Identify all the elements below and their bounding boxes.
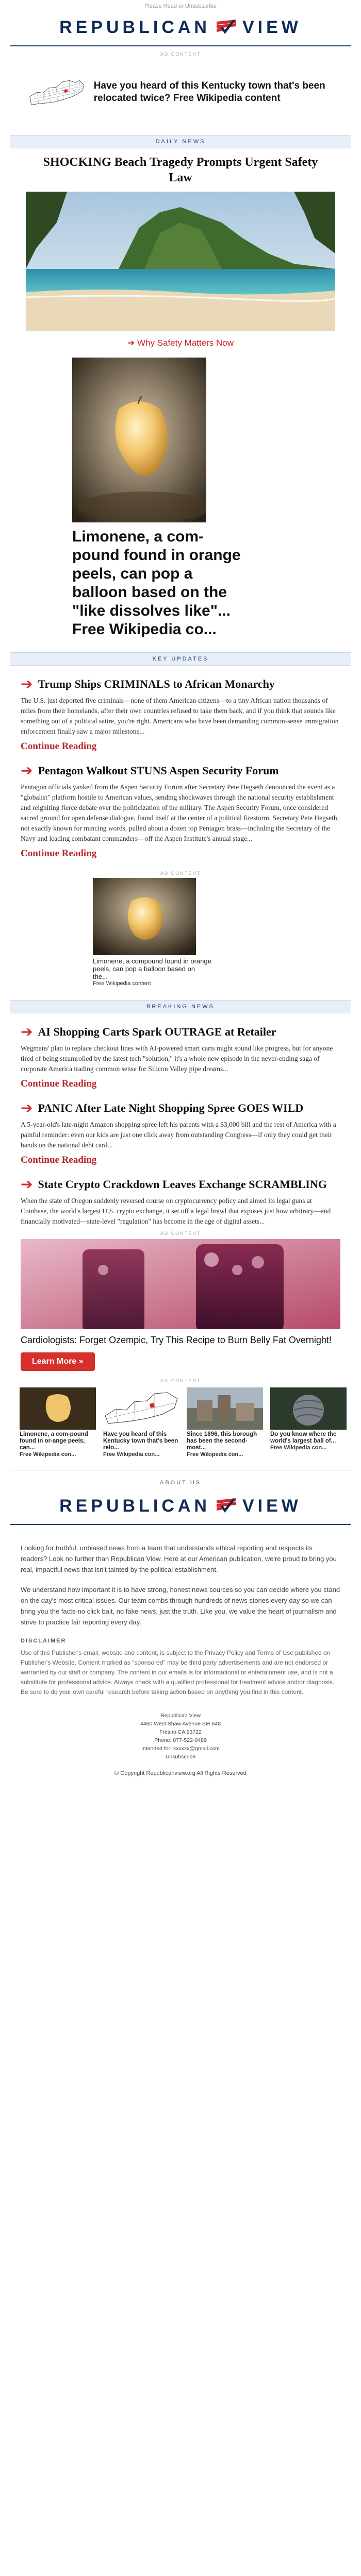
- red-arrow-icon: ➔: [21, 762, 33, 779]
- continue-reading-link[interactable]: Continue Reading: [21, 1155, 97, 1165]
- article-title[interactable]: Pentagon Walkout STUNS Aspen Security Forum: [38, 764, 279, 777]
- grid-ad-source: Free Wikipedia con...: [187, 1451, 243, 1458]
- masthead-logo[interactable]: [0, 14, 361, 40]
- article-header: [21, 1177, 340, 1192]
- footer-address: [0, 1711, 361, 1761]
- red-arrow-icon: ➔: [21, 1176, 33, 1193]
- article-body: A 5-year-old's late-night Amazon shopping spree left his parents with a $3,000 bill and the rest of America with a painful reminder: even our kids are just one click away from outstanding Congress—if only they could get their hands on the national debt card...: [21, 1121, 336, 1149]
- copyright-text: © Copyright Republicanview.org All Rights Reserved: [114, 1770, 247, 1776]
- article-title[interactable]: PANIC After Late Night Shopping Spree GOES WILD: [38, 1101, 304, 1114]
- read-or-unsubscribe-note[interactable]: Please Read or Unsubscribe: [144, 3, 217, 9]
- article-body: Pentagon officials yanked from the Aspen Security Forum after Secretary Pete Hegseth denounced the event as a "globalist" platform hostile to American values, sending shockwaves through the national security establishment and reigniting fierce debate over the politicization of the military. The Aspen Security Forum, once considered sacred ground for open defense dialogue, found itself at the center of a political firestorm. Secretary Pete Hegseth, not exactly known for mincing words, pulled about a dozen top Pentagon brass—including the Secretary of the Navy and leading combatant commanders—off the Aspen Institute's annual stage...: [21, 783, 339, 842]
- limonene-ad-headline[interactable]: Limonene, a com-pound found in orange peels, can pop a balloon based on the "like dissolves like"... Free Wikipedia co...: [72, 528, 241, 638]
- article-body: When the state of Oregon suddenly reversed course on cryptocurrency policy and aimed its legal guns at Coinbase, the world's largest U.S. crypto exchange, it set off a legal brawl that exposes just how arbitrary—and financially motivated—state-level "regulation" has become in the age of digital assets...: [21, 1197, 331, 1225]
- article-header: [21, 764, 340, 778]
- flag-checkmark-icon: [216, 1497, 237, 1515]
- grid-ad-source: Free Wikipedia con...: [270, 1445, 327, 1451]
- ad-content-label: AD CONTENT: [160, 1231, 201, 1236]
- grid-ad-text[interactable]: Since 1896, this borough has been the second-most...: [187, 1431, 257, 1451]
- disclaimer-text: Use of this Publisher's email, website and content, is subject to the Privacy Policy and Terms of Use published on Publisher's Website. Content marked as "sponsored" may be third party advertisements and are not endorsed or warranted by our staff or company. The content in our emails is for informational or entertainment use, and is not a substitute for professional advice. Always check with a qualified professional for treatment advice and/or diagnosis. Be sure to do your own careful research before taking action based on anything you find in this content.: [21, 1649, 335, 1696]
- footer-street: 4460 West Shaw Avenue Ste 648: [140, 1721, 221, 1727]
- grid-ad-image[interactable]: [270, 1387, 347, 1430]
- ad-content-label: AD CONTENT: [160, 52, 201, 57]
- grid-ad-limonene[interactable]: [20, 1387, 96, 1458]
- grid-ad-image[interactable]: [103, 1387, 179, 1430]
- grid-ad-image[interactable]: [187, 1387, 263, 1430]
- key-updates-band: KEY UPDATES: [10, 652, 351, 666]
- continue-reading-link[interactable]: Continue Reading: [21, 741, 97, 752]
- kentucky-ad-headline[interactable]: Have you heard of this Kentucky town that's been relocated twice? Free Wikipedia content: [93, 80, 325, 104]
- about-paragraph-2: We understand how important it is to have strong, honest news sources so you can decide where you stand on the day's most critical issues. Our team combs through hundreds of news stories every day so we can bring you the facts-no click bait, no fake news, just the truth. Like you, we value the heart of journalism and strive to practice fair reporting every day.: [21, 1586, 340, 1626]
- grid-ad-ball[interactable]: [270, 1387, 347, 1458]
- article-header: [21, 1101, 340, 1115]
- article-pentagon-walkout: [0, 764, 361, 859]
- flag-checkmark-icon: [216, 19, 237, 36]
- article-trump-ships: [0, 677, 361, 752]
- small-ad-headline[interactable]: Limonene, a compound found in orange peels, can pop a balloon based on the...: [93, 957, 211, 980]
- daily-news-band: DAILY NEWS: [10, 135, 351, 148]
- continue-reading-link[interactable]: Continue Reading: [21, 848, 97, 859]
- kentucky-county-map-image[interactable]: [28, 64, 86, 121]
- footer-city: Fresno CA 93722: [159, 1729, 202, 1735]
- logo-word-right: VIEW: [242, 17, 302, 37]
- grid-ad-image[interactable]: [20, 1387, 96, 1430]
- breaking-news-band: BREAKING NEWS: [10, 1000, 351, 1013]
- article-title[interactable]: Trump Ships CRIMINALS to African Monarchy: [38, 677, 275, 690]
- small-ad-source: Free Wikipedia content: [93, 980, 151, 987]
- drink-ad-headline[interactable]: Cardiologists: Forget Ozempic, Try This Recipe to Burn Belly Fat Overnight!: [21, 1335, 332, 1345]
- learn-more-button[interactable]: Learn More »: [21, 1352, 95, 1371]
- logo-word-left: REPUBLICAN: [59, 17, 210, 37]
- red-arrow-icon: ➔: [21, 1099, 33, 1116]
- balloon-thumb: [20, 1387, 96, 1430]
- ad-content-label: AD CONTENT: [160, 1378, 201, 1383]
- article-body: The U.S. just deported five criminals—none of them American citizens—to a tiny African nation thousands of miles from their homelands, after their own countries refused to take them back, and if you think that sounds like something out of a political satire, you're right. Americans who have been demanding common-sense immigration enforcement finally saw a major milestone...: [21, 697, 339, 735]
- beach-scene: [26, 192, 335, 331]
- why-safety-matters-link[interactable]: ➔ Why Safety Matters Now: [127, 338, 234, 348]
- article-late-night-shopping: [0, 1101, 361, 1166]
- footer-logo[interactable]: [0, 1493, 361, 1519]
- footer-logo-rule: [10, 1524, 351, 1525]
- footer-company: Republican View: [160, 1713, 201, 1719]
- borough-thumb: [187, 1387, 263, 1430]
- balloon-photo: [72, 358, 206, 522]
- small-balloon-image[interactable]: [93, 878, 196, 955]
- article-title[interactable]: State Crypto Crackdown Leaves Exchange SCRAMBLING: [38, 1178, 327, 1191]
- grid-ad-text[interactable]: Limonene, a com-pound found in or-ange peels, can...: [20, 1431, 88, 1451]
- article-title[interactable]: AI Shopping Carts Spark OUTRAGE at Retailer: [38, 1025, 276, 1038]
- footer-phone: Phone: 877-522-0489: [154, 1737, 207, 1743]
- grid-ad-source: Free Wikipedia con...: [103, 1451, 160, 1458]
- daily-news-headline[interactable]: SHOCKING Beach Tragedy Prompts Urgent Safety Law: [43, 156, 318, 184]
- orange-peel-balloon-image[interactable]: [72, 358, 206, 522]
- small-limonene-ad[interactable]: [93, 878, 211, 987]
- grid-ad-kentucky[interactable]: [103, 1387, 179, 1458]
- logo-word-left: REPUBLICAN: [59, 1496, 210, 1516]
- grid-ad-borough[interactable]: [187, 1387, 263, 1458]
- article-state-crypto: [0, 1177, 361, 1227]
- red-arrow-icon: ➔: [21, 675, 33, 692]
- berry-drink-image[interactable]: [21, 1239, 340, 1329]
- footer-intended-for: Intended for: xxxxxx@gmail.com: [141, 1745, 220, 1752]
- continue-reading-link[interactable]: Continue Reading: [21, 1078, 97, 1089]
- disclaimer-label: DISCLAIMER: [21, 1638, 67, 1644]
- article-header: [21, 1025, 340, 1039]
- grid-ad-text[interactable]: Do you know where the world's largest ball of...: [270, 1431, 337, 1444]
- red-arrow-icon: ➔: [21, 1023, 33, 1040]
- kentucky-map-thumb: [103, 1387, 179, 1430]
- article-ai-shopping-carts: [0, 1025, 361, 1090]
- ball-thumb: [270, 1387, 347, 1430]
- grid-ad-text[interactable]: Have you heard of this Kentucky town that's been relo...: [103, 1431, 178, 1451]
- beach-hero-image[interactable]: [26, 192, 335, 331]
- logo-word-right: VIEW: [242, 1496, 302, 1516]
- article-header: [21, 677, 340, 691]
- grid-ad-source: Free Wikipedia con...: [20, 1451, 76, 1458]
- about-paragraph-1: Looking for truthful, unbiased news from a team that understands ethical reporting and respects its readers? Look no further than Republican View. Here at our American publication, we're proud to bring you real, impactful news that isn't tainted by the political establishment.: [21, 1544, 337, 1573]
- about-us-label: ABOUT US: [159, 1480, 202, 1486]
- unsubscribe-link[interactable]: Unsubscribe: [165, 1754, 196, 1760]
- kentucky-town-ad[interactable]: [0, 60, 361, 122]
- berry-drink-photo: [21, 1239, 340, 1329]
- ad-content-label: AD CONTENT: [160, 871, 201, 876]
- article-body: Wegmans' plan to replace checkout lines with AI-powered smart carts might sound like progress, but for anyone tired of being steamrolled by the latest tech "solution," it's a whole new episode in the never-ending saga of corporate America trading common sense for Silicon Valley pipe dreams...: [21, 1044, 333, 1073]
- small-balloon-photo: [93, 878, 196, 955]
- ad-grid: [20, 1387, 361, 1458]
